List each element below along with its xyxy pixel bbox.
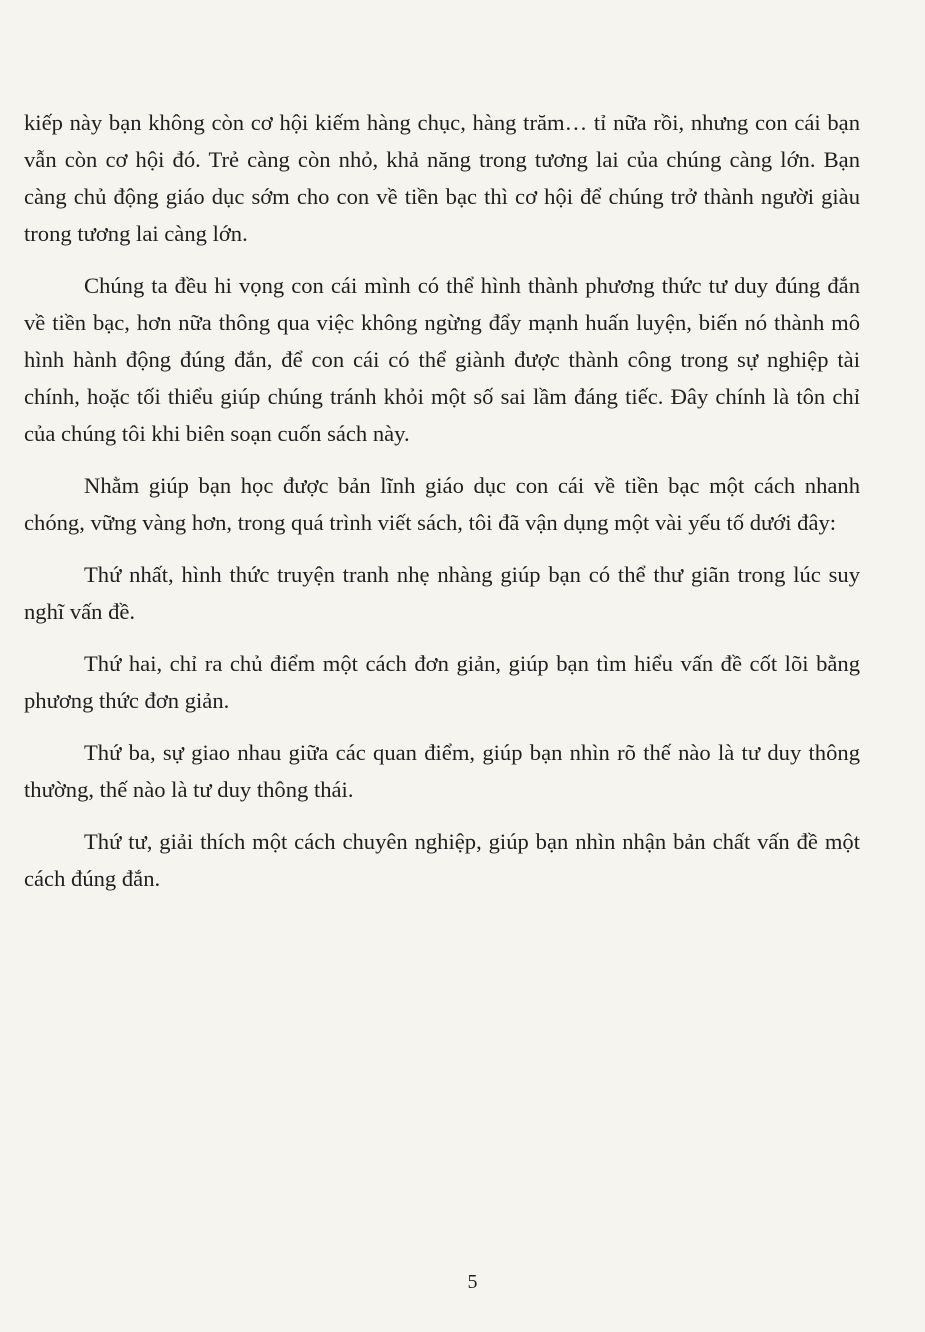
paragraph-purpose: Nhằm giúp bạn học được bản lĩnh giáo dục con cái về tiền bạc một cách nhanh chóng, vững vàng hơn, trong quá trình viết sách, tôi đã vận dụng một vài yếu tố dưới đây:	[24, 473, 860, 535]
paragraph-continuation: kiếp này bạn không còn cơ hội kiếm hàng chục, hàng trăm… tỉ nữa rồi, nhưng con cái bạn vẫn còn cơ hội đó. Trẻ càng còn nhỏ, khả năng trong tương lai của chúng càng lớn. Bạn càng chủ động giáo dục sớm cho con về tiền bạc thì cơ hội để chúng trở thành người giàu trong tương lai càng lớn.	[24, 110, 860, 246]
paragraph-second-point: Thứ hai, chỉ ra chủ điểm một cách đơn giản, giúp bạn tìm hiểu vấn đề cốt lõi bằng phương thức đơn giản.	[24, 651, 860, 713]
paragraph-fourth-point: Thứ tư, giải thích một cách chuyên nghiệp, giúp bạn nhìn nhận bản chất vấn đề một cách đúng đắn.	[24, 829, 860, 891]
paragraph-first-point: Thứ nhất, hình thức truyện tranh nhẹ nhàng giúp bạn có thể thư giãn trong lúc suy nghĩ vấn đề.	[24, 562, 860, 624]
paragraph-third-point: Thứ ba, sự giao nhau giữa các quan điểm, giúp bạn nhìn rõ thế nào là tư duy thông thường, thế nào là tư duy thông thái.	[24, 740, 860, 802]
body-text	[24, 104, 860, 912]
page-number: 5	[467, 1271, 478, 1293]
paragraph-hope: Chúng ta đều hi vọng con cái mình có thể hình thành phương thức tư duy đúng đắn về tiền bạc, hơn nữa thông qua việc không ngừng đẩy mạnh huấn luyện, biến nó thành mô hình hành động đúng đắn, để con cái có thể giành được thành công trong sự nghiệp tài chính, hoặc tối thiểu giúp chúng tránh khỏi một số sai lầm đáng tiếc. Đây chính là tôn chỉ của chúng tôi khi biên soạn cuốn sách này.	[24, 273, 860, 446]
